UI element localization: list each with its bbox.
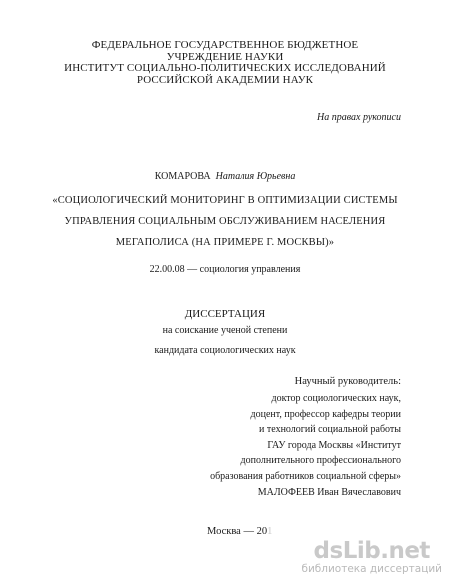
city-text: Москва — 20 xyxy=(207,526,268,537)
supervisor-line: доцент, профессор кафедры теории xyxy=(250,408,401,420)
supervisor-name: МАЛОФЕЕВ Иван Вячеславович xyxy=(257,486,401,498)
author-given-names: Наталия Юрьевна xyxy=(215,171,296,182)
document-type: ДИССЕРТАЦИЯ xyxy=(184,308,266,320)
author-surname: КОМАРОВА xyxy=(154,171,211,182)
supervisor-label: Научный руководитель: xyxy=(294,376,401,387)
supervisor-line: дополнительного профессионального xyxy=(240,455,401,467)
title-line-2: УПРАВЛЕНИЯ СОЦИАЛЬНЫМ ОБСЛУЖИВАНИЕМ НАСЕЛЕНИЯ xyxy=(64,216,386,227)
degree-sought xyxy=(0,321,450,361)
institution-line-4: РОССИЙСКОЙ АКАДЕМИИ НАУК xyxy=(136,73,314,86)
watermark-caption: библиотека диссертаций xyxy=(301,563,442,575)
supervisor-line: ГАУ города Москвы «Институт xyxy=(267,439,401,451)
institution-line-3: ИНСТИТУТ СОЦИАЛЬНО-ПОЛИТИЧЕСКИХ ИССЛЕДОВАНИЙ xyxy=(64,62,386,74)
dissertation-title xyxy=(0,190,450,253)
city-year xyxy=(207,526,272,537)
author-name xyxy=(0,171,450,182)
supervisor-line: доктор социологических наук, xyxy=(271,393,401,404)
institution-header xyxy=(0,40,450,86)
supervisor-details xyxy=(210,391,401,500)
degree-line-1: на соискание ученой степени xyxy=(162,325,288,336)
specialty-code: 22.00.08 — социология управления xyxy=(149,264,301,275)
title-line-1: «СОЦИОЛОГИЧЕСКИЙ МОНИТОРИНГ В ОПТИМИЗАЦИИ СИСТЕМЫ xyxy=(52,195,398,206)
supervisor-line: и технологий социальной работы xyxy=(259,424,401,436)
degree-line-2: кандидата социологических наук xyxy=(154,345,296,356)
manuscript-note: На правах рукописи xyxy=(317,112,401,123)
institution-line-1: ФЕДЕРАЛЬНОЕ ГОСУДАРСТВЕННОЕ БЮДЖЕТНОЕ xyxy=(91,39,359,51)
watermark-logo: dsLib.net xyxy=(313,538,430,564)
title-line-3: МЕГАПОЛИСА (НА ПРИМЕРЕ Г. МОСКВЫ)» xyxy=(115,237,335,248)
dslib-watermark xyxy=(301,539,442,576)
year-faded: 1 xyxy=(267,526,273,537)
supervisor-line: образования работников социальной сферы» xyxy=(210,470,401,482)
institution-line-2: УЧРЕЖДЕНИЕ НАУКИ xyxy=(166,50,284,63)
